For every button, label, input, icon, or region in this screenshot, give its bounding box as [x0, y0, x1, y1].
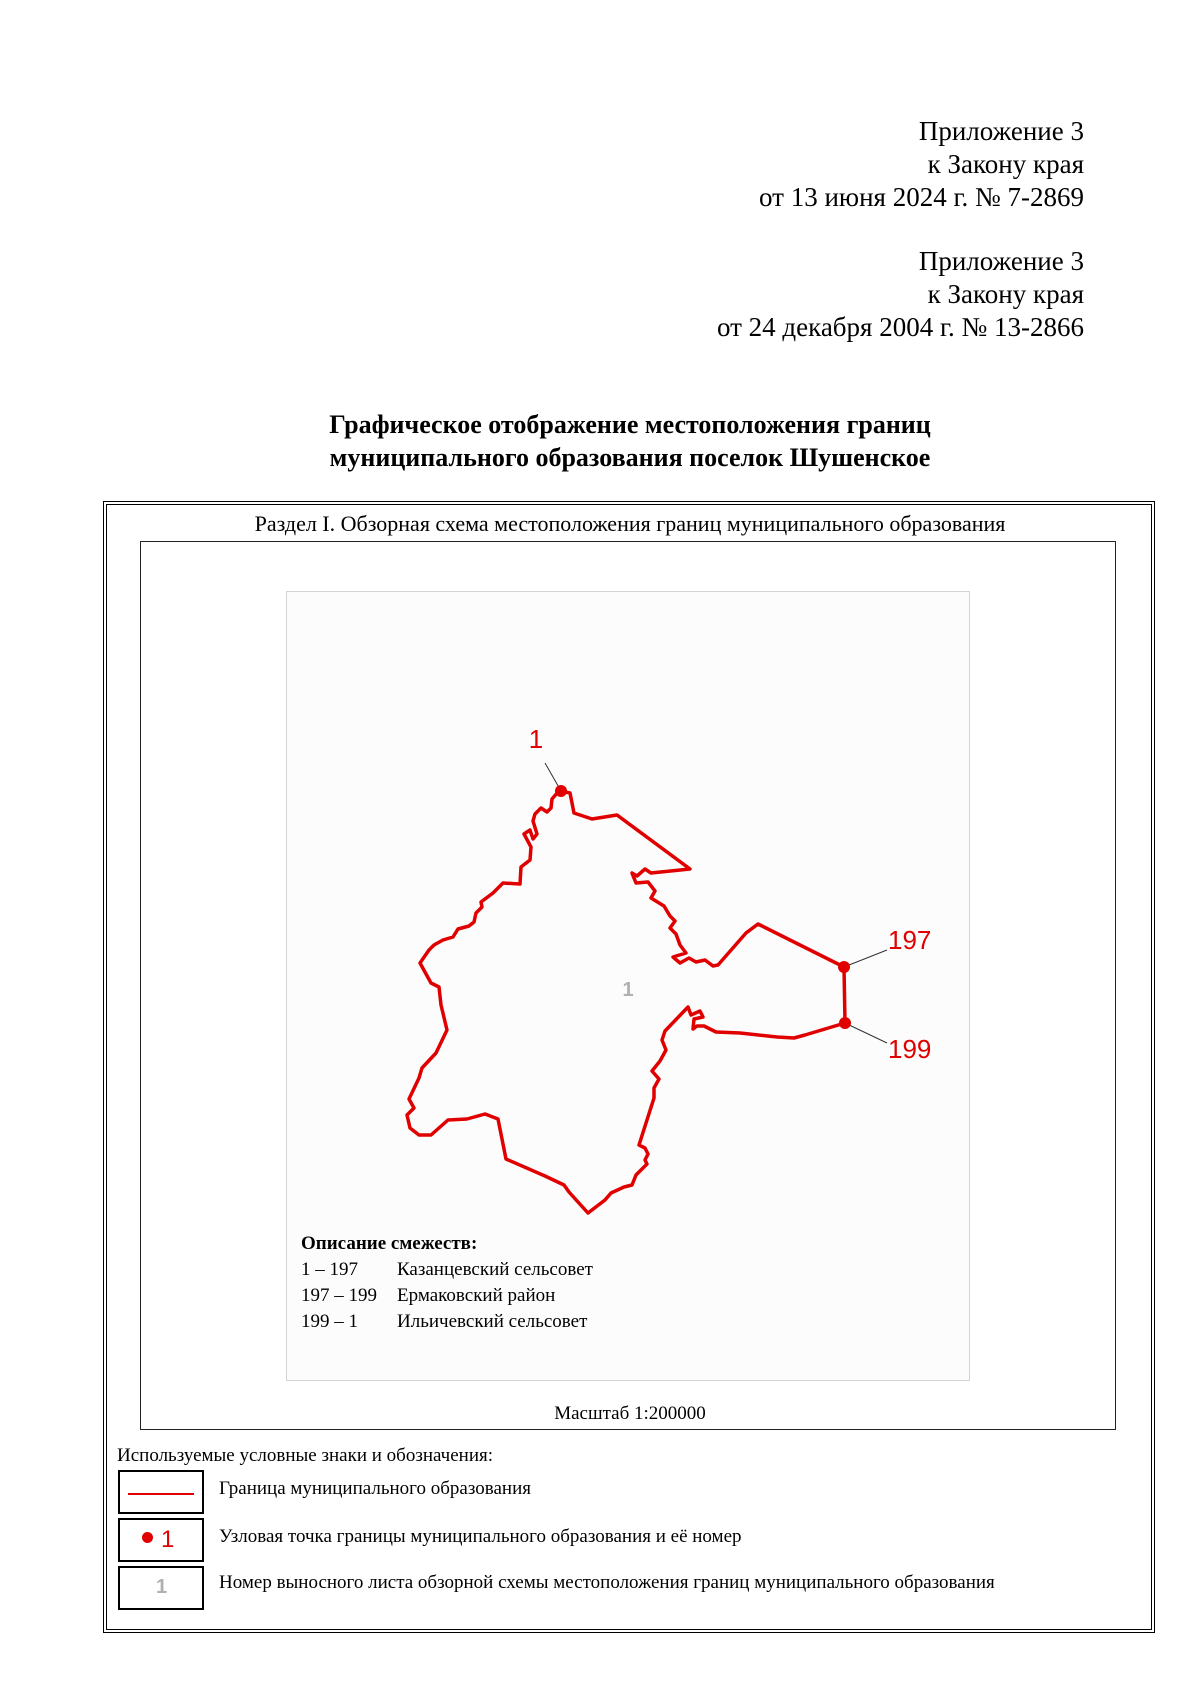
node-point-icon	[118, 1518, 204, 1562]
sheet-number-icon	[118, 1566, 204, 1610]
adjacency-description	[301, 1231, 593, 1335]
adjacency-title: Описание смежеств:	[301, 1233, 478, 1254]
appendix-current-line1: Приложение 3	[918, 116, 1084, 146]
node-point-sample-number: 1	[161, 1526, 175, 1553]
node-point-sample	[142, 1526, 174, 1554]
leader-line-197	[844, 950, 887, 967]
node-label-197: 197	[888, 925, 932, 955]
document-title-line1: Графическое отображение местоположения границ	[329, 410, 931, 439]
appendix-current-line3: от 13 июня 2024 г. № 7-2869	[759, 182, 1084, 212]
legend-title: Используемые условные знаки и обозначения:	[117, 1445, 494, 1466]
adjacency-range: 197 – 199	[301, 1285, 377, 1306]
adjacency-name: Казанцевский сельсовет	[397, 1259, 593, 1280]
sheet-number-sample: 1	[156, 1576, 168, 1598]
node-label-199: 199	[888, 1034, 932, 1064]
adjacency-row	[301, 1283, 593, 1309]
adjacency-name: Ильичевский сельсовет	[397, 1311, 588, 1332]
node-label-1: 1	[528, 724, 544, 754]
adjacency-row	[301, 1309, 593, 1335]
appendix-original-line3: от 24 декабря 2004 г. № 13-2866	[716, 312, 1084, 342]
map-scale: Масштаб 1:200000	[554, 1403, 706, 1424]
sheet-number-label: 1	[622, 979, 634, 1001]
node-point-199	[839, 1017, 851, 1029]
legend-text-boundary: Граница муниципального образования	[219, 1478, 531, 1499]
appendix-current-line2: к Закону края	[927, 149, 1084, 179]
adjacency-range: 1 – 197	[301, 1259, 358, 1280]
appendix-original-line1: Приложение 3	[918, 246, 1084, 276]
node-point-197	[838, 961, 850, 973]
section-title: Раздел I. Обзорная схема местоположения границ муниципального образования	[254, 511, 1006, 536]
legend-text-sheet-number: Номер выносного листа обзорной схемы местоположения границ муниципального образования	[219, 1572, 995, 1593]
node-point-1	[555, 785, 567, 797]
node-dot-icon	[142, 1532, 153, 1543]
boundary-line-sample	[128, 1493, 194, 1495]
municipal-boundary	[407, 791, 845, 1213]
appendix-original-line2: к Закону края	[927, 279, 1084, 309]
leader-line-199	[845, 1023, 887, 1043]
boundary-line-icon	[118, 1470, 204, 1514]
legend-text-node-point: Узловая точка границы муниципального образования и её номер	[219, 1526, 742, 1547]
adjacency-row	[301, 1257, 593, 1283]
adjacency-name: Ермаковский район	[397, 1285, 556, 1306]
document-title-line2: муниципального образования поселок Шушенское	[329, 443, 931, 472]
adjacency-range: 199 – 1	[301, 1311, 358, 1332]
